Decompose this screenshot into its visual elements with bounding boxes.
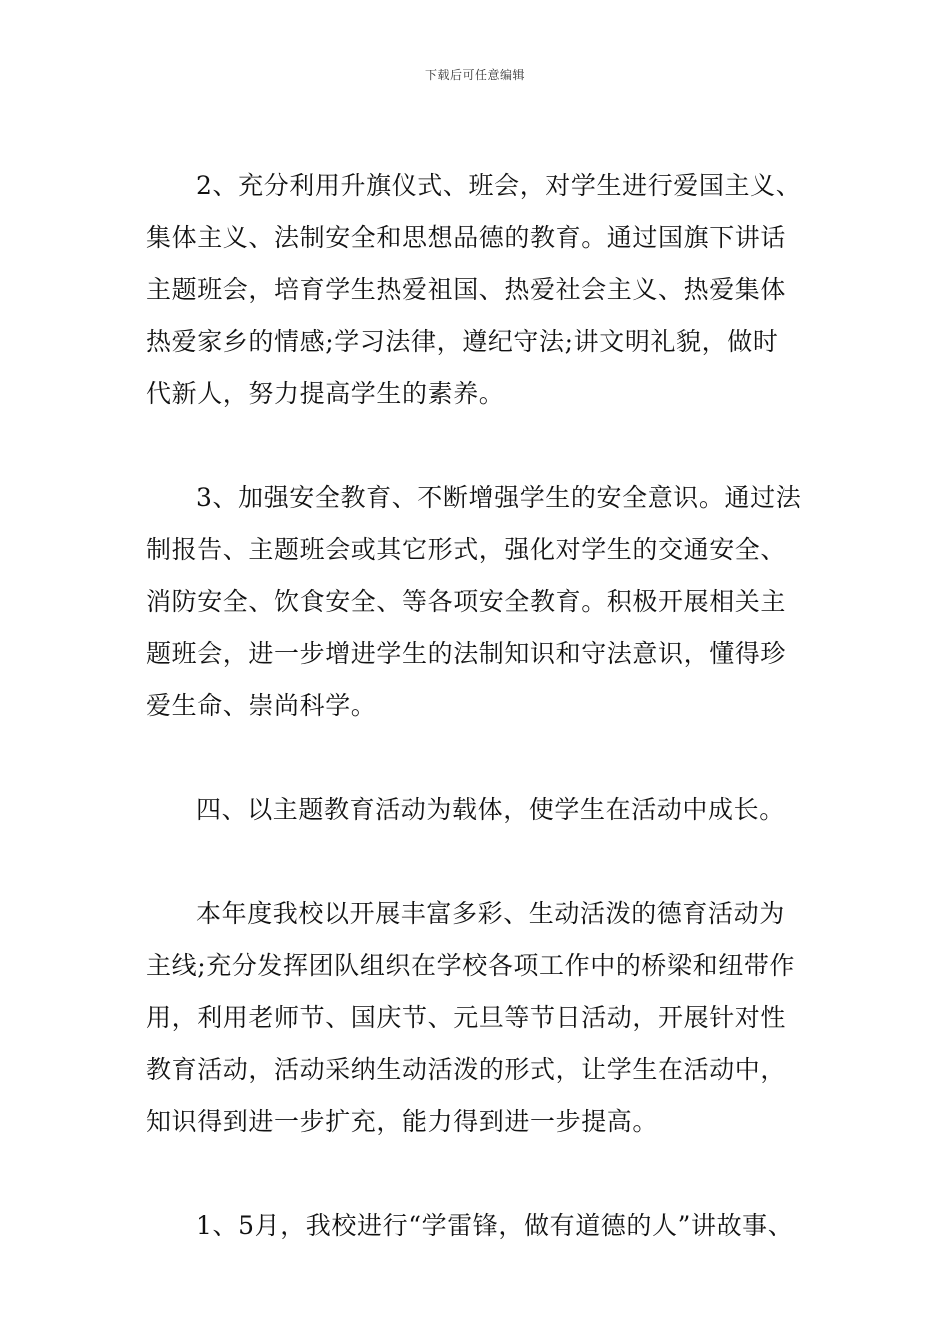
text-line: 集体主义、法制安全和思想品德的教育。通过国旗下讲话 (146, 223, 787, 252)
text-line: 3、加强安全教育、不断增强学生的安全意识。通过法 (196, 483, 802, 512)
text-line: 2、充分利用升旗仪式、班会，对学生进行爱国主义、 (196, 171, 802, 200)
text-line: 代新人，努力提高学生的素养。 (146, 379, 505, 408)
text-line: 1、5月，我校进行“学雷锋，做有道德的人”讲故事、 (196, 1211, 794, 1240)
page-header-note: 下载后可任意编辑 (424, 68, 525, 82)
text-line: 主线;充分发挥团队组织在学校各项工作中的桥梁和纽带作 (146, 951, 796, 980)
text-line: 制报告、主题班会或其它形式，强化对学生的交通安全、 (146, 535, 787, 564)
text-line: 四、以主题教育活动为载体，使学生在活动中成长。 (196, 795, 785, 824)
text-line: 用，利用老师节、国庆节、元旦等节日活动，开展针对性 (146, 1003, 787, 1032)
paragraph-1-may-activity (146, 1200, 826, 1252)
paragraph-annual-activities (146, 888, 826, 1148)
text-line: 热爱家乡的情感;学习法律，遵纪守法;讲文明礼貌，做时 (146, 327, 779, 356)
text-line: 题班会，进一步增进学生的法制知识和守法意识，懂得珍 (146, 639, 787, 668)
text-line: 教育活动，活动采纳生动活泼的形式，让学生在活动中， (146, 1055, 787, 1084)
text-line: 爱生命、崇尚科学。 (146, 691, 377, 720)
text-line: 知识得到进一步扩充，能力得到进一步提高。 (146, 1107, 659, 1136)
text-line: 本年度我校以开展丰富多彩、生动活泼的德育活动为 (196, 899, 785, 928)
text-line: 消防安全、饮食安全、等各项安全教育。积极开展相关主 (146, 587, 787, 616)
paragraph-3-safety-education (146, 472, 826, 732)
document-body (146, 160, 826, 1252)
section-heading-4 (146, 784, 826, 836)
paragraph-2-patriotic-education (146, 160, 826, 420)
text-line: 主题班会，培育学生热爱祖国、热爱社会主义、热爱集体 (146, 275, 787, 304)
